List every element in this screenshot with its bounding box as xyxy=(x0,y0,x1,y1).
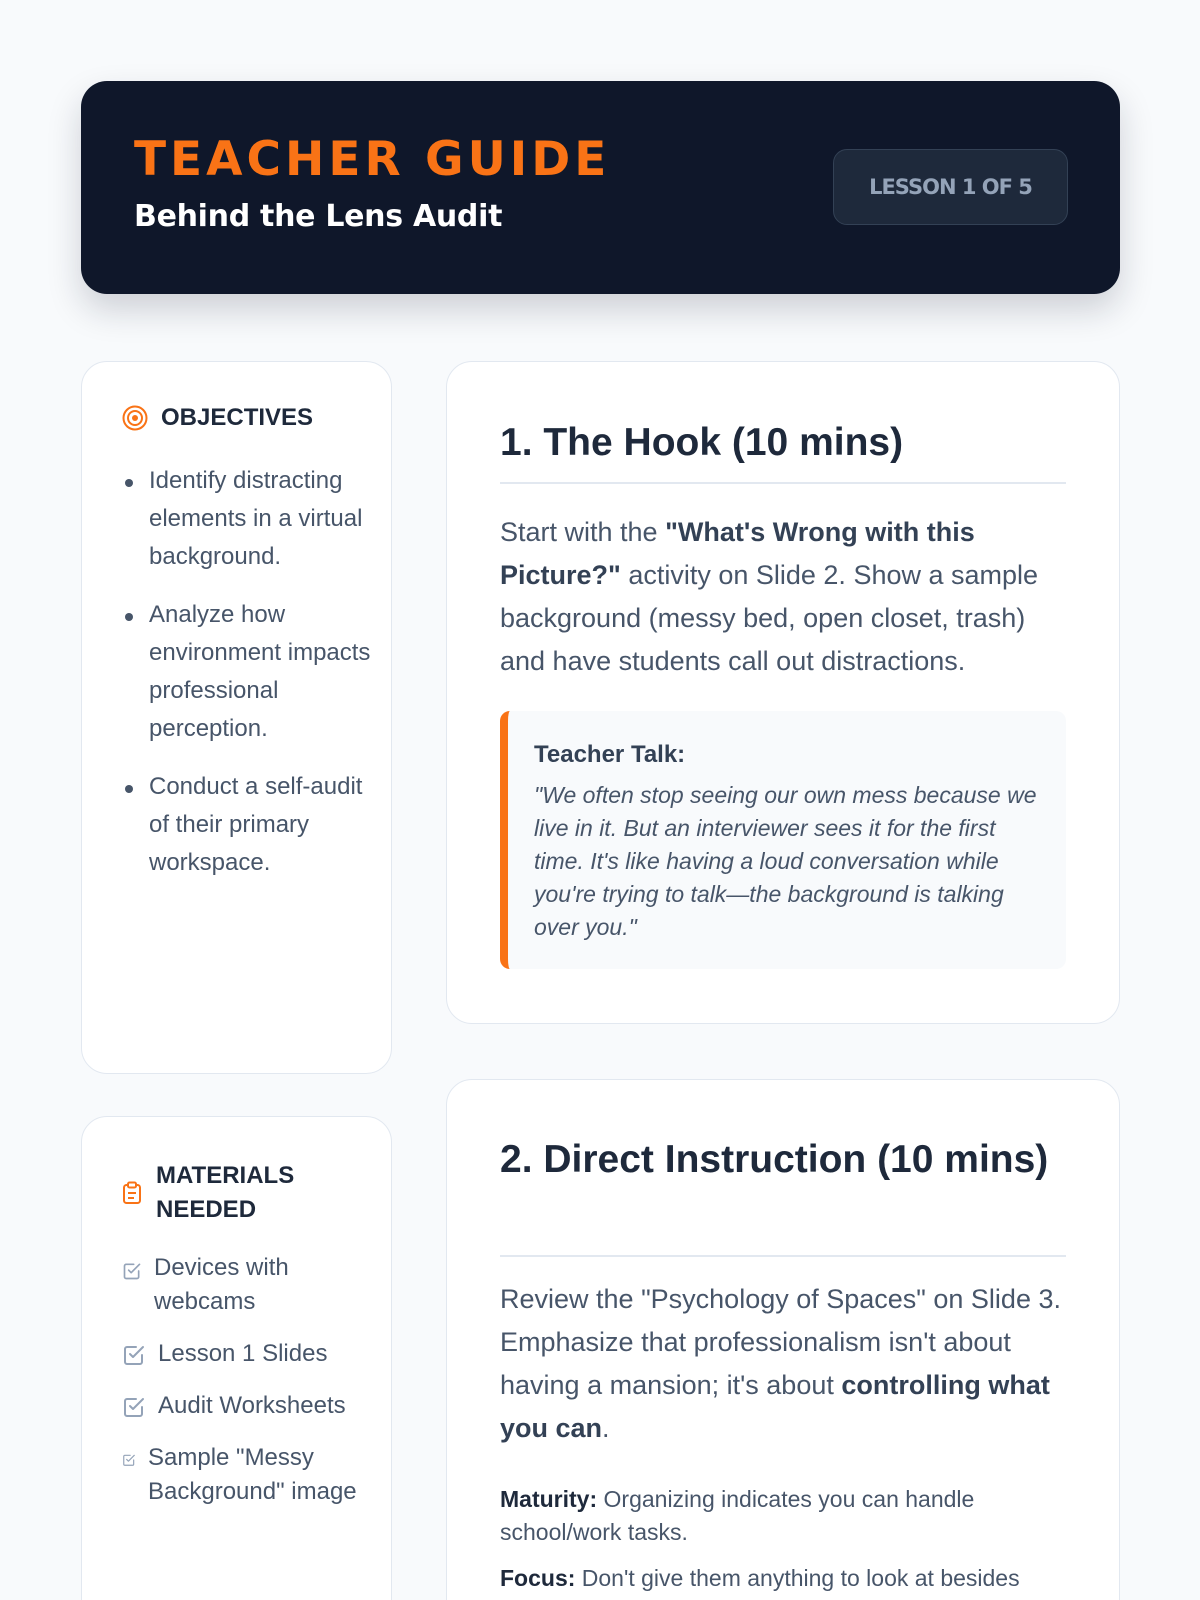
callout-quote: "We often stop seeing our own mess because we live in it. But an interviewer sees it for the first time. It's like having a loud conversation while you're trying to talk—the background is talking over you." xyxy=(534,782,1037,940)
material-label: Sample "Messy Background" image xyxy=(148,1444,357,1505)
lesson-badge: LESSON 1 OF 5 xyxy=(833,149,1068,225)
guide-title: TEACHER GUIDE xyxy=(134,132,611,187)
body-post: . xyxy=(602,1413,610,1443)
hook-title: 1. The Hook (10 mins) xyxy=(500,421,904,464)
material-item xyxy=(122,1389,382,1423)
direct-instruction-body xyxy=(500,1278,1070,1450)
definition-text: Organizing indicates you can handle school/work tasks. xyxy=(500,1486,975,1545)
checkbox-icon xyxy=(122,1343,146,1367)
objectives-heading: OBJECTIVES xyxy=(161,404,314,431)
materials-heading: MATERIALS NEEDED xyxy=(156,1162,295,1223)
definition-focus xyxy=(500,1562,1070,1595)
materials-header xyxy=(122,1159,306,1227)
guide-header xyxy=(81,81,1120,294)
objectives-list xyxy=(122,462,372,902)
callout-title: Teacher Talk: xyxy=(534,741,686,768)
objective-item: Analyze how environment impacts professional perception. xyxy=(122,596,372,748)
checkbox-icon xyxy=(122,1261,142,1281)
materials-list xyxy=(122,1251,382,1527)
divider xyxy=(500,1255,1066,1257)
material-item xyxy=(122,1441,382,1509)
body-bold: controlling what you can xyxy=(500,1370,1050,1443)
hook-section xyxy=(446,361,1120,1024)
hook-intro-bold: "What's Wrong with this Picture?" xyxy=(500,517,975,590)
body-pre: Review the "Psychology of Spaces" on Slide 3. Emphasize that professionalism isn't about having a mansion; it's about xyxy=(500,1284,1061,1400)
direct-instruction-section xyxy=(446,1079,1120,1600)
clipboard-icon xyxy=(122,1181,142,1205)
objective-item: Identify distracting elements in a virtual background. xyxy=(122,462,372,576)
hook-intro xyxy=(500,511,1070,683)
hook-intro-post: activity on Slide 2. Show a sample background (messy bed, open closet, trash) and have students call out distractions. xyxy=(500,560,1039,676)
divider xyxy=(500,482,1066,484)
target-icon xyxy=(122,405,148,431)
direct-instruction-title: 2. Direct Instruction (10 mins) xyxy=(500,1138,1049,1181)
objective-item: Conduct a self-audit of their primary workspace. xyxy=(122,768,372,882)
material-label: Lesson 1 Slides xyxy=(158,1340,328,1367)
teacher-talk-callout xyxy=(500,711,1066,969)
checkbox-icon xyxy=(122,1395,146,1419)
material-item xyxy=(122,1251,382,1319)
hook-intro-pre: Start with the xyxy=(500,517,666,547)
checkbox-icon xyxy=(122,1453,136,1467)
material-label: Audit Worksheets xyxy=(158,1392,346,1419)
definition-text: Don't give them anything to look at besides xyxy=(575,1565,1020,1591)
definition-term: Focus: xyxy=(500,1565,576,1591)
definition-maturity xyxy=(500,1483,1070,1549)
material-label: Devices with webcams xyxy=(154,1254,289,1315)
materials-card xyxy=(81,1116,392,1600)
objectives-header xyxy=(122,404,313,432)
objectives-card xyxy=(81,361,392,1074)
definition-term: Maturity: xyxy=(500,1486,598,1512)
material-item xyxy=(122,1337,382,1371)
guide-subtitle: Behind the Lens Audit xyxy=(134,199,503,234)
